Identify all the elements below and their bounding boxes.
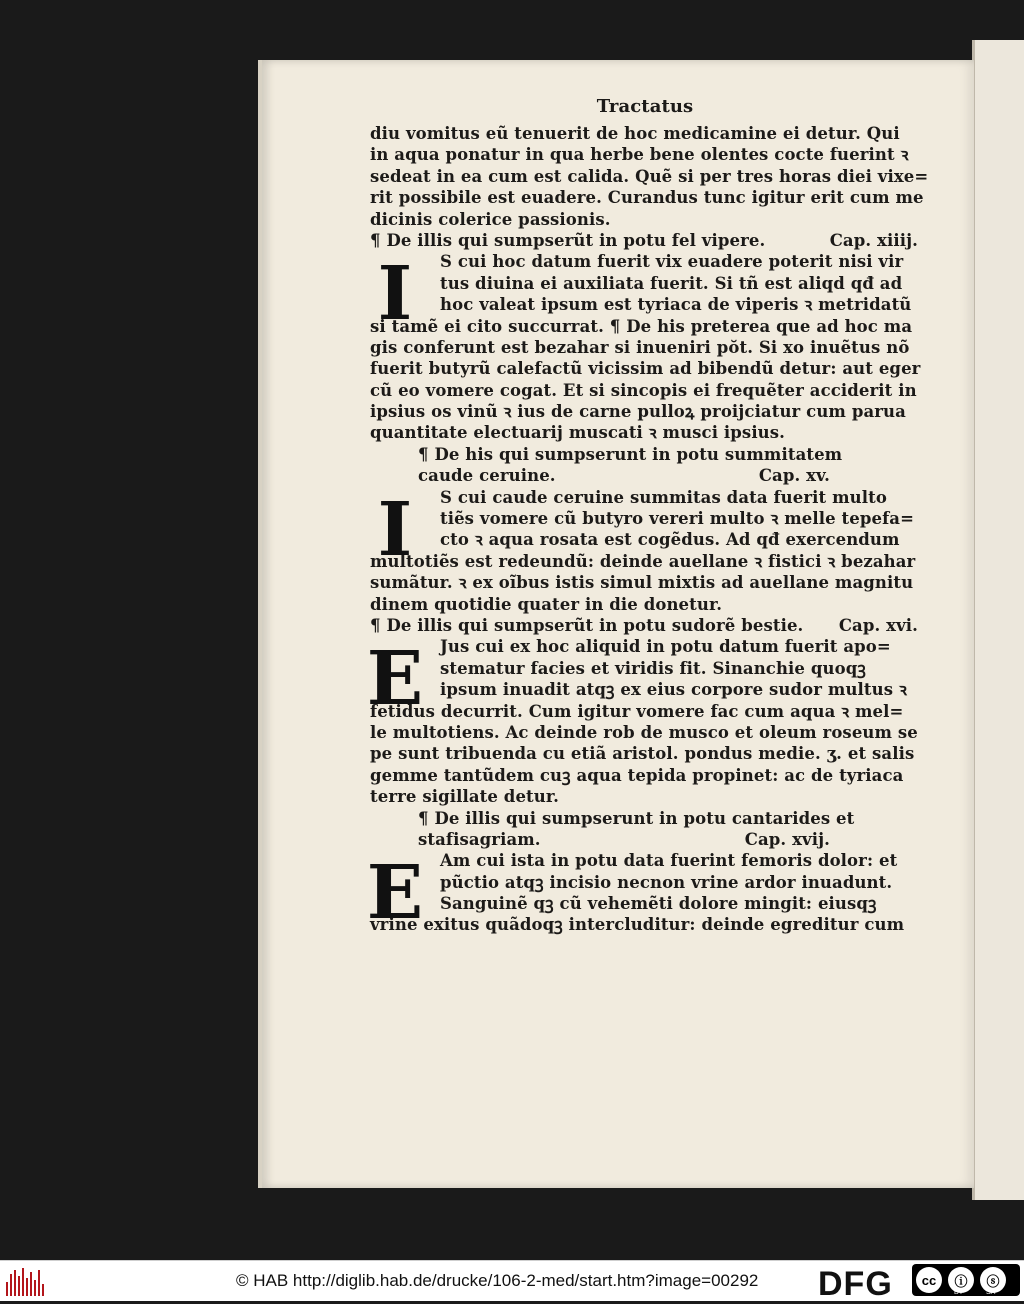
text-line: sumãtur. ꝛ ex oĩbus istis simul mixtis ad auellane magnitu: [370, 573, 914, 593]
page-header: Tractatus: [596, 96, 694, 117]
hab-logo-icon[interactable]: [6, 1266, 46, 1296]
text-line: cto ꝛ aqua rosata est cogẽdus. Ad qđ exercendum: [440, 530, 900, 550]
text-line: gemme tantũdem cuꝫ aqua tepida propinet: ac de tyriaca: [370, 765, 904, 785]
chapter-heading-14: [370, 230, 940, 251]
text-line: in aqua ponatur in qua herbe bene olentes cocte fuerint ꝛ: [370, 145, 909, 165]
drop-cap-initial: I: [377, 486, 413, 573]
text-line: pe sunt tribuenda cu etiã aristol. pondus medie. ʒ. et salis: [370, 744, 915, 764]
text-line: rit possibile est euadere. Curandus tunc igitur erit cum me: [370, 188, 924, 208]
text-line: pũctio atqꝫ incisio necnon vrine ardor inuadunt.: [440, 872, 893, 892]
by-attribution-icon: ⓘ: [948, 1267, 974, 1293]
cc-sa-label: SA: [986, 1289, 996, 1296]
drop-cap-initial: E: [366, 636, 424, 723]
text-line: dinem quotidie quater in die donetur.: [370, 594, 723, 614]
cc-by-label: BY: [954, 1289, 964, 1296]
text-line: dicinis colerice passionis.: [370, 209, 611, 229]
chapter-heading-17: ¶ De illis qui sumpserunt in potu cantarides et: [418, 808, 855, 828]
text-line: le multotiens. Ac deinde rob de musco et oleum roseum se: [370, 722, 918, 742]
drop-cap-initial: E: [366, 850, 424, 937]
text-line: gis conferunt est bezahar si inueniri pŏt. Si xo inuẽtus nõ: [370, 337, 910, 357]
text-line: fetidus decurrit. Cum igitur vomere fac cum aqua ꝛ mel=: [370, 701, 904, 721]
text-line: diu vomitus eũ tenuerit de hoc medicamine ei detur. Qui: [370, 124, 900, 143]
share-alike-icon: ⓢ: [980, 1267, 1006, 1293]
text-line: stematur facies et viridis fit. Sinanchie quoqꝫ: [440, 658, 866, 678]
chapter-title: caude ceruine.: [418, 466, 556, 486]
text-line: Sanguinẽ qꝫ cũ vehemẽti dolore mingit: eiusqꝫ: [440, 894, 877, 914]
facing-page-edge: [972, 40, 1024, 1200]
text-line: ipsius os vinũ ꝛ ius de carne pulloꝝ proĳciatur cum parua: [370, 402, 906, 422]
chapter-heading-15-cont: [370, 465, 940, 486]
text-line: si tamẽ ei cito succurrat. ¶ De his preterea que ad hoc ma: [370, 316, 913, 336]
text-line: sedeat in ea cum est calida. Quẽ si per tres horas diei vixe=: [370, 166, 929, 186]
text-line: ipsum inuadit atqꝫ ex eius corpore sudor multus ꝛ: [440, 680, 907, 700]
viewer-footer: [0, 1260, 1024, 1301]
cc-icon: cc: [916, 1267, 942, 1293]
drop-cap-initial: I: [377, 251, 413, 338]
text-line: fuerit butyrũ calefactũ vicissim ad bibendũ detur: aut eger: [370, 359, 921, 379]
chapter-title: ¶ De illis qui sumpserũt in potu sudorẽ bestie.: [370, 615, 804, 635]
text-line: multotiẽs est redeundũ: deinde auellane ꝛ fistici ꝛ bezahar: [370, 551, 916, 571]
dfg-logo[interactable]: DFG: [818, 1265, 893, 1303]
text-line: tus diuina ei auxiliata fuerit. Si tñ est aliqd qđ ad: [440, 273, 903, 293]
text-line: S cui hoc datum fuerit vix euadere poterit nisi vir: [440, 252, 904, 272]
page-text: [366, 96, 940, 937]
chapter-heading-17-cont: [370, 829, 940, 850]
chapter-title: ¶ De illis qui sumpserũt in potu fel vipere.: [370, 230, 766, 250]
text-line: cũ eo vomere cogat. Et si sincopis ei frequẽter acciderit in: [370, 380, 917, 400]
text-line: Am cui ista in potu data fuerint femoris dolor: et: [440, 851, 898, 871]
text-line: terre sigillate detur.: [370, 787, 559, 807]
paragraph-d: [366, 636, 940, 807]
chapter-number: Cap. xv.: [758, 466, 830, 486]
paragraph-e: [366, 850, 940, 937]
text-line: vrine exitus quãdoqꝫ intercluditur: deinde egreditur cum: [370, 915, 905, 935]
chapter-heading-16: [370, 615, 940, 636]
chapter-number: Cap. xiiij.: [829, 230, 918, 250]
paragraph-a: [370, 123, 940, 230]
paragraph-b: [370, 251, 940, 444]
text-line: hoc valeat ipsum est tyriaca de viperis ꝛ metridatũ: [440, 295, 912, 315]
paragraph-c: [370, 487, 940, 615]
chapter-heading-15: ¶ De his qui sumpserunt in potu summitatem: [418, 444, 843, 464]
copyright-link[interactable]: © HAB http://diglib.hab.de/drucke/106-2-med/start.htm?image=00292: [236, 1271, 759, 1290]
cc-license-badge[interactable]: [912, 1264, 1020, 1296]
text-line: quantitate electuarĳ muscati ꝛ musci ipsius.: [370, 423, 786, 443]
chapter-number: Cap. xvij.: [744, 829, 830, 849]
text-line: tiẽs vomere cũ butyro vereri multo ꝛ melle tepefa=: [440, 509, 915, 529]
chapter-number: Cap. xvi.: [838, 615, 918, 635]
chapter-title: stafisagriam.: [418, 829, 541, 849]
text-line: S cui caude ceruine summitas data fuerit multo: [440, 487, 887, 507]
text-line: Jus cui ex hoc aliquid in potu datum fuerit apo=: [440, 637, 891, 657]
